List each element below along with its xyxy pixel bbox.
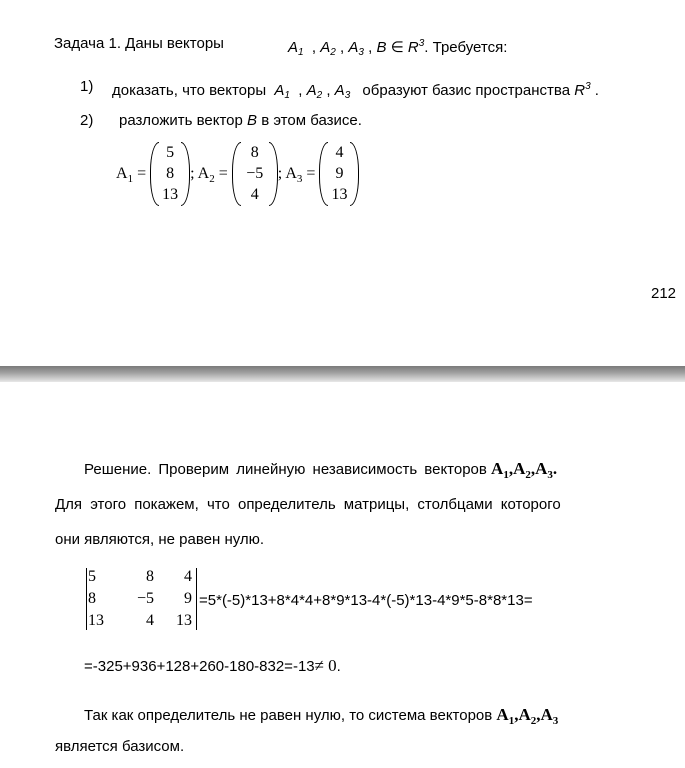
conclusion-line-1: [84, 705, 558, 731]
task-statement-line: [54, 34, 224, 54]
vector-a3: $A_3$: [348, 39, 364, 58]
vector-a2: $A_2$: [320, 39, 336, 58]
vector-a2-column: 8 −5 4: [232, 142, 278, 206]
item-2-text-b: в этом базисе.: [261, 112, 362, 129]
item-1-tail: образуют базис пространства: [362, 82, 571, 99]
item-1-number: 1): [80, 78, 94, 95]
determinant: 5 8 4 8 −5 9 13 4 13: [86, 567, 202, 631]
vector-a2-label: $A_2$: [197, 165, 215, 185]
item-2-number: 2): [80, 112, 94, 129]
vector-a1: $A_1$: [288, 39, 304, 58]
space-r3: $R^3$: [407, 38, 425, 56]
item-1-text: доказать, что векторы: [112, 82, 267, 99]
item-1: доказать, что векторы $A_1$ , $A_2$ , $A_3$ образуют базис пространства $R^3$ .: [112, 81, 599, 101]
item-2: разложить вектор B в этом базисе.: [119, 112, 362, 129]
belongs-symbol: ∈: [390, 39, 404, 56]
vector-b: B: [376, 39, 387, 56]
solution-vectors: $A_1,A_2,A_3$.: [491, 459, 558, 481]
determinant-expression: =5*(-5)*13+8*4*4+8*9*13-4*(-5)*13-4*9*5-8*8*13=: [199, 592, 533, 609]
conclusion-vectors: $A_1,A_2,A_3$: [496, 705, 559, 727]
vector-a3-label: $A_3$: [285, 165, 303, 185]
solution-line-2: Для этого покажем, что определитель матрицы, столбцами которого: [55, 496, 561, 513]
solution-line-3: они являются, не равен нулю.: [55, 531, 265, 548]
vector-a1-column: 5 8 13: [150, 142, 190, 206]
vector-a1-label: $A_1$: [116, 165, 134, 185]
page-number: 212: [651, 285, 677, 302]
conclusion-text: Так как определитель не равен нулю, то система векторов: [84, 707, 493, 724]
vector-a3-column: 4 9 13: [319, 142, 359, 206]
page-top: [0, 0, 685, 366]
conclusion-line-2: является базисом.: [55, 738, 185, 755]
item-2-text-a: разложить вектор: [119, 112, 243, 129]
task-vector-list: $A_1$ , $A_2$ , $A_3$ , B ∈ $R^3$. Требуется:: [288, 38, 508, 58]
determinant-result: =-325+936+128+260-180-832=-13≠ 0.: [84, 656, 341, 675]
solution-intro: Решение. Проверим линейную независимость векторов: [84, 461, 487, 478]
solution-line-1: [84, 459, 557, 485]
vectors-definition: $A_1$ = 5 8 13 ; $A_2$ = 8 −5 4 ; $A_3$ = 4 9 13: [116, 141, 359, 207]
task-required: . Требуется:: [424, 39, 508, 56]
task-title: Задача 1. Даны векторы: [54, 35, 224, 52]
page-separator: [0, 366, 685, 382]
